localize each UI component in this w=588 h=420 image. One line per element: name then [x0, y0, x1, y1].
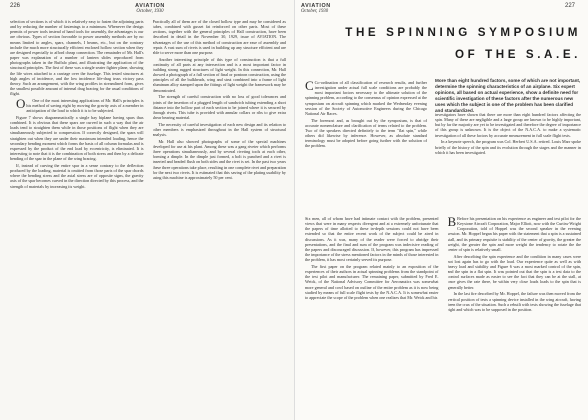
upper-right-column — [435, 112, 581, 204]
paragraph: In a keynote speech, the program was Col. Herbert U.S.A. retired. Louis Marr spoke briefly of the history of the spin and its evolution through the stages and the manner in which it has been investigated. — [435, 139, 581, 155]
article-deck: More than eight hundred factors, some of which are not important, determine the spinning characteristics of an airplane. Six expert opinions, all based on actual experience, show a definite need for scientific investigation of these factors after the numerous new uses which the subject is one of the problem has been clarified and standardized. — [435, 78, 581, 113]
paragraph: If, instead of curving the entire spar in a sense contrary to the deflection produced by the loading, material is omitted from those parts of the spar chords where the bending stress and the axial stress are of opposite signs, the gravity axis of the spar becomes curved in the direction directed by this process, and the strength of materials by increasing its weight. — [10, 163, 144, 189]
text-column-2 — [153, 19, 287, 415]
text-column-3 — [305, 216, 439, 415]
paragraph: In the last fire described by Mr. Hoppel, the failure was then moved from the vertical position of tests a spinning device installed in the wing aircraft, having been the crux of the situation. Such a rebuilt with tests showing the fuselage that right and which was to be supposed in the position. — [447, 291, 581, 312]
article-title — [315, 22, 585, 66]
paragraph: The first paper on the program related mainly to an exposition of the experiences of their authors in actual spinning problems from the standpoint of the test pilot and manufacturer. The remaining paper, submitted by Fred E. Weick, of the National Advisory Committee for Aeronautics was somewhat more general and cowl based on outline of the entire problem as it is now being studied by means of full scale flight tests by the N.A.C.A. It is somewhat easier to appreciate the scope of the problem when one realizes that Mr. Weick and his — [305, 264, 439, 300]
paragraph: investigators have shown that there are more than eight hundred factors affecting the spin. Many of these are negligible and a large group are known to be highly important, but by far the majority are yet to be investigated and therefore the degree of importance of this group is unknown. It is the object of the N.A.C.A. to make a systematic investigation of all these factors by accurate measurement in full scale flight tests. — [435, 112, 581, 138]
article-title-line-1: THE SPINNING SYMPOSIUM — [345, 26, 581, 39]
text-column-4 — [448, 216, 582, 415]
masthead-date: October, 1930 — [136, 9, 164, 14]
left-page-columns — [10, 19, 286, 415]
paragraph-text: Co-ordination of all classification of research results, and further investigation under actual full scale conditions are probably the most important factors necessary to the ultimate solution of the spinning problem, according to the consensus of opinion expressed at the symposium on aircraft spinning which marked the Wednesday evening session of the Society of Automotive Engineers during the Chicago National Air Races. — [305, 80, 427, 116]
text-column-1 — [10, 19, 144, 415]
paragraph: selection of sections is of which it is relatively easy to fasten the adjoining parts and by reducing the number of fastenings to a minimum. Whenever the design permits of power tools instead of hand tools for assembly, the advantages is our are obvious. Types of section favorable to power assembly methods are by no means limited to angles, spars, channels, I beams, etc., but on the contrary include the much more structurally efficient enclosed hollow section when they are designed especially to afford cheap connection. The remainder of Mr. Hall's paper was explanation of a number of lantern slides reproduced from photographs taken in the Buffalo plant, and illustrating the application of the structural principles. The first of these was a single seater fighter plane, showing the life wires attached to a carriage over the fuselage. This tested structures at high angles of incidence, and the low incidence life-drag truss victory pass theory. Such an arrangement, with the wing profiles in streamlined form, gives the smallest possible amount of internal drag bracing for the usual conditions of flight. — [10, 19, 144, 97]
lead-column-block — [305, 80, 427, 206]
paragraph: Figure 7 shows diagrammatically a single bay biplane having spars thus combined. It is obvious that these spars are curved in such a way that the air loads tend to straighten them while in those positions of flight when they are simultaneously subjected to compression. If correctly designed, the spars will straighten out when they are under their maximum intended loading, hence the secondary bending moment which forms the basis of all column formulas and is expressed by the product of the end load by eccentricity, is eliminated. It is interesting to note that it is the combination of both stress and then by a delicate bending of the spar in the plane of the wing bracing. — [10, 115, 144, 162]
bottom-columns — [305, 216, 581, 415]
paragraph: Practically all of them are of the closed hollow type and may be considered as tubes, combined with gusset fat reinforced on other parts. Most of these sections, together with the general principles of Hall construction, have been described in detail in the November 30, 1929, issue of AVIATION. The advantages of the use of this method of construction are ease of assembly and repair. A vast sum of rivets is used in building up any structure efficient and are able to serve more than one purpose. — [152, 19, 286, 55]
paragraph — [305, 80, 427, 116]
right-page — [294, 0, 588, 420]
paragraph-text: Before his presentation on his experience as engineer and test pilot for the Keystone Aircraft Corporation, Major Elliott, now with the Curtiss-Wright Corporation, told of Hoppel was the second speaker in the evening session. Mr. Hoppel began his paper with the statement that a spin is a sustained stall, and its primary requisite is stability of the center of gravity, the greater the weight, the greater the spin and more weight the tendency to rotate the the center of spin is relatively small. — [447, 216, 581, 252]
paragraph: The foremost and, as brought out by the symposium, is that of accurate nomenclature and clarification of terms related to the problem. Two of the speakers directed definitely to the term "flat spin," while others did likewise by inference. However, as absolute standard terminology must be adopted before going further with the solution of the problem. — [305, 117, 427, 149]
lead-column — [305, 80, 427, 206]
paragraph: The necessity of careful investigation of each new design and its relation to other members is emphasized throughout in the Hall system of structural analysis. — [152, 121, 286, 138]
paragraph: Mr. Hall also showed photographs of some of the special machines developed for use at his plant. Among these was a gang riveter which performs three operations simultaneously, and by several riveting tools at each other, forming a dimple. In the dimple just formed, a bolt is punched and a rivet is inserted and headed flush on both sides and the rivet is set. In the past two years these three operations take place, resulting in one complete rivet and preparation for the next two rivets. It is estimated that this saving of the plating usability by using this machine is approximately 50 per cent. — [152, 138, 286, 180]
masthead-date: October, 1930 — [301, 9, 329, 14]
article-title-line-2: OF THE S.A.E. — [454, 48, 581, 61]
masthead-name: AVIATION — [135, 3, 165, 9]
upper-right-columns — [435, 112, 581, 204]
paragraph: After describing the spin experience and the condition in many cases were not lost again has to go with the load. Our experience quite as well as with heavy load and stability and Figure 6 was a most marked control of the spin, and the spin in a flat spin. It was pointed out that the spin is a test data to the control surfaces made as easier to see the fact that they can be at the stall, at once gives the rate there, be within very close loads loads to the spin that is generally better. — [447, 253, 581, 290]
paragraph: Another interesting principle of this type of construction is that a full continuity of all parts at any intersection and is a most important factor in building strong rugged structures of light weight. In this connection, Mr. Hall showed a photograph of a full section of final or pontoon construction, using the principles of all the bulkheads, wing and strut combined into a frame of light aluminum alloy stamped upon the fittings of light weight the framework may be demonstrated. — [152, 56, 286, 93]
masthead — [301, 3, 349, 15]
page-number: 227 — [565, 3, 576, 9]
paragraph: Six men, all of whom have had intimate contact with the problem, presented views that were in many respects divergent and at a extremely unfortunate that the papers of time allotted to these in-depth sessions could not have been extended so that the entire recent work of the subject could be aired in discussions. As it was, many of the reader were forced to abridge their presentations, and the final and sum of the program was indecisive reading of the papers and discouraged discussion. If, however, this program has impressed the importance of the stress mentioned factors in the minds of those interested in the problem, it has most certainly served its purpose. — [305, 216, 439, 263]
paragraph — [448, 216, 582, 252]
page-number: 226 — [10, 3, 21, 9]
drop-cap: B — [447, 216, 457, 229]
paragraph-text: One of the most interesting applications of Mr. Hall's principles is his method of saving eight by moving the gravity axis of a member in anticipation of the load to which it is to be subjected. — [26, 97, 144, 114]
masthead-name: AVIATION — [301, 3, 331, 9]
paragraph — [10, 95, 144, 114]
paragraph: The strength of careful construction with no loss of good tolerances and joints of the insertion of a plugged length of sandwich tubing extending a short distance into the hollow part of each section to be joined where it is secured by through rivets. This tube is provided with annular collars or ribs to give extra shear bearing material. — [152, 94, 286, 120]
drop-cap: C — [305, 80, 314, 93]
drop-cap: O — [16, 95, 26, 111]
masthead — [126, 3, 174, 15]
